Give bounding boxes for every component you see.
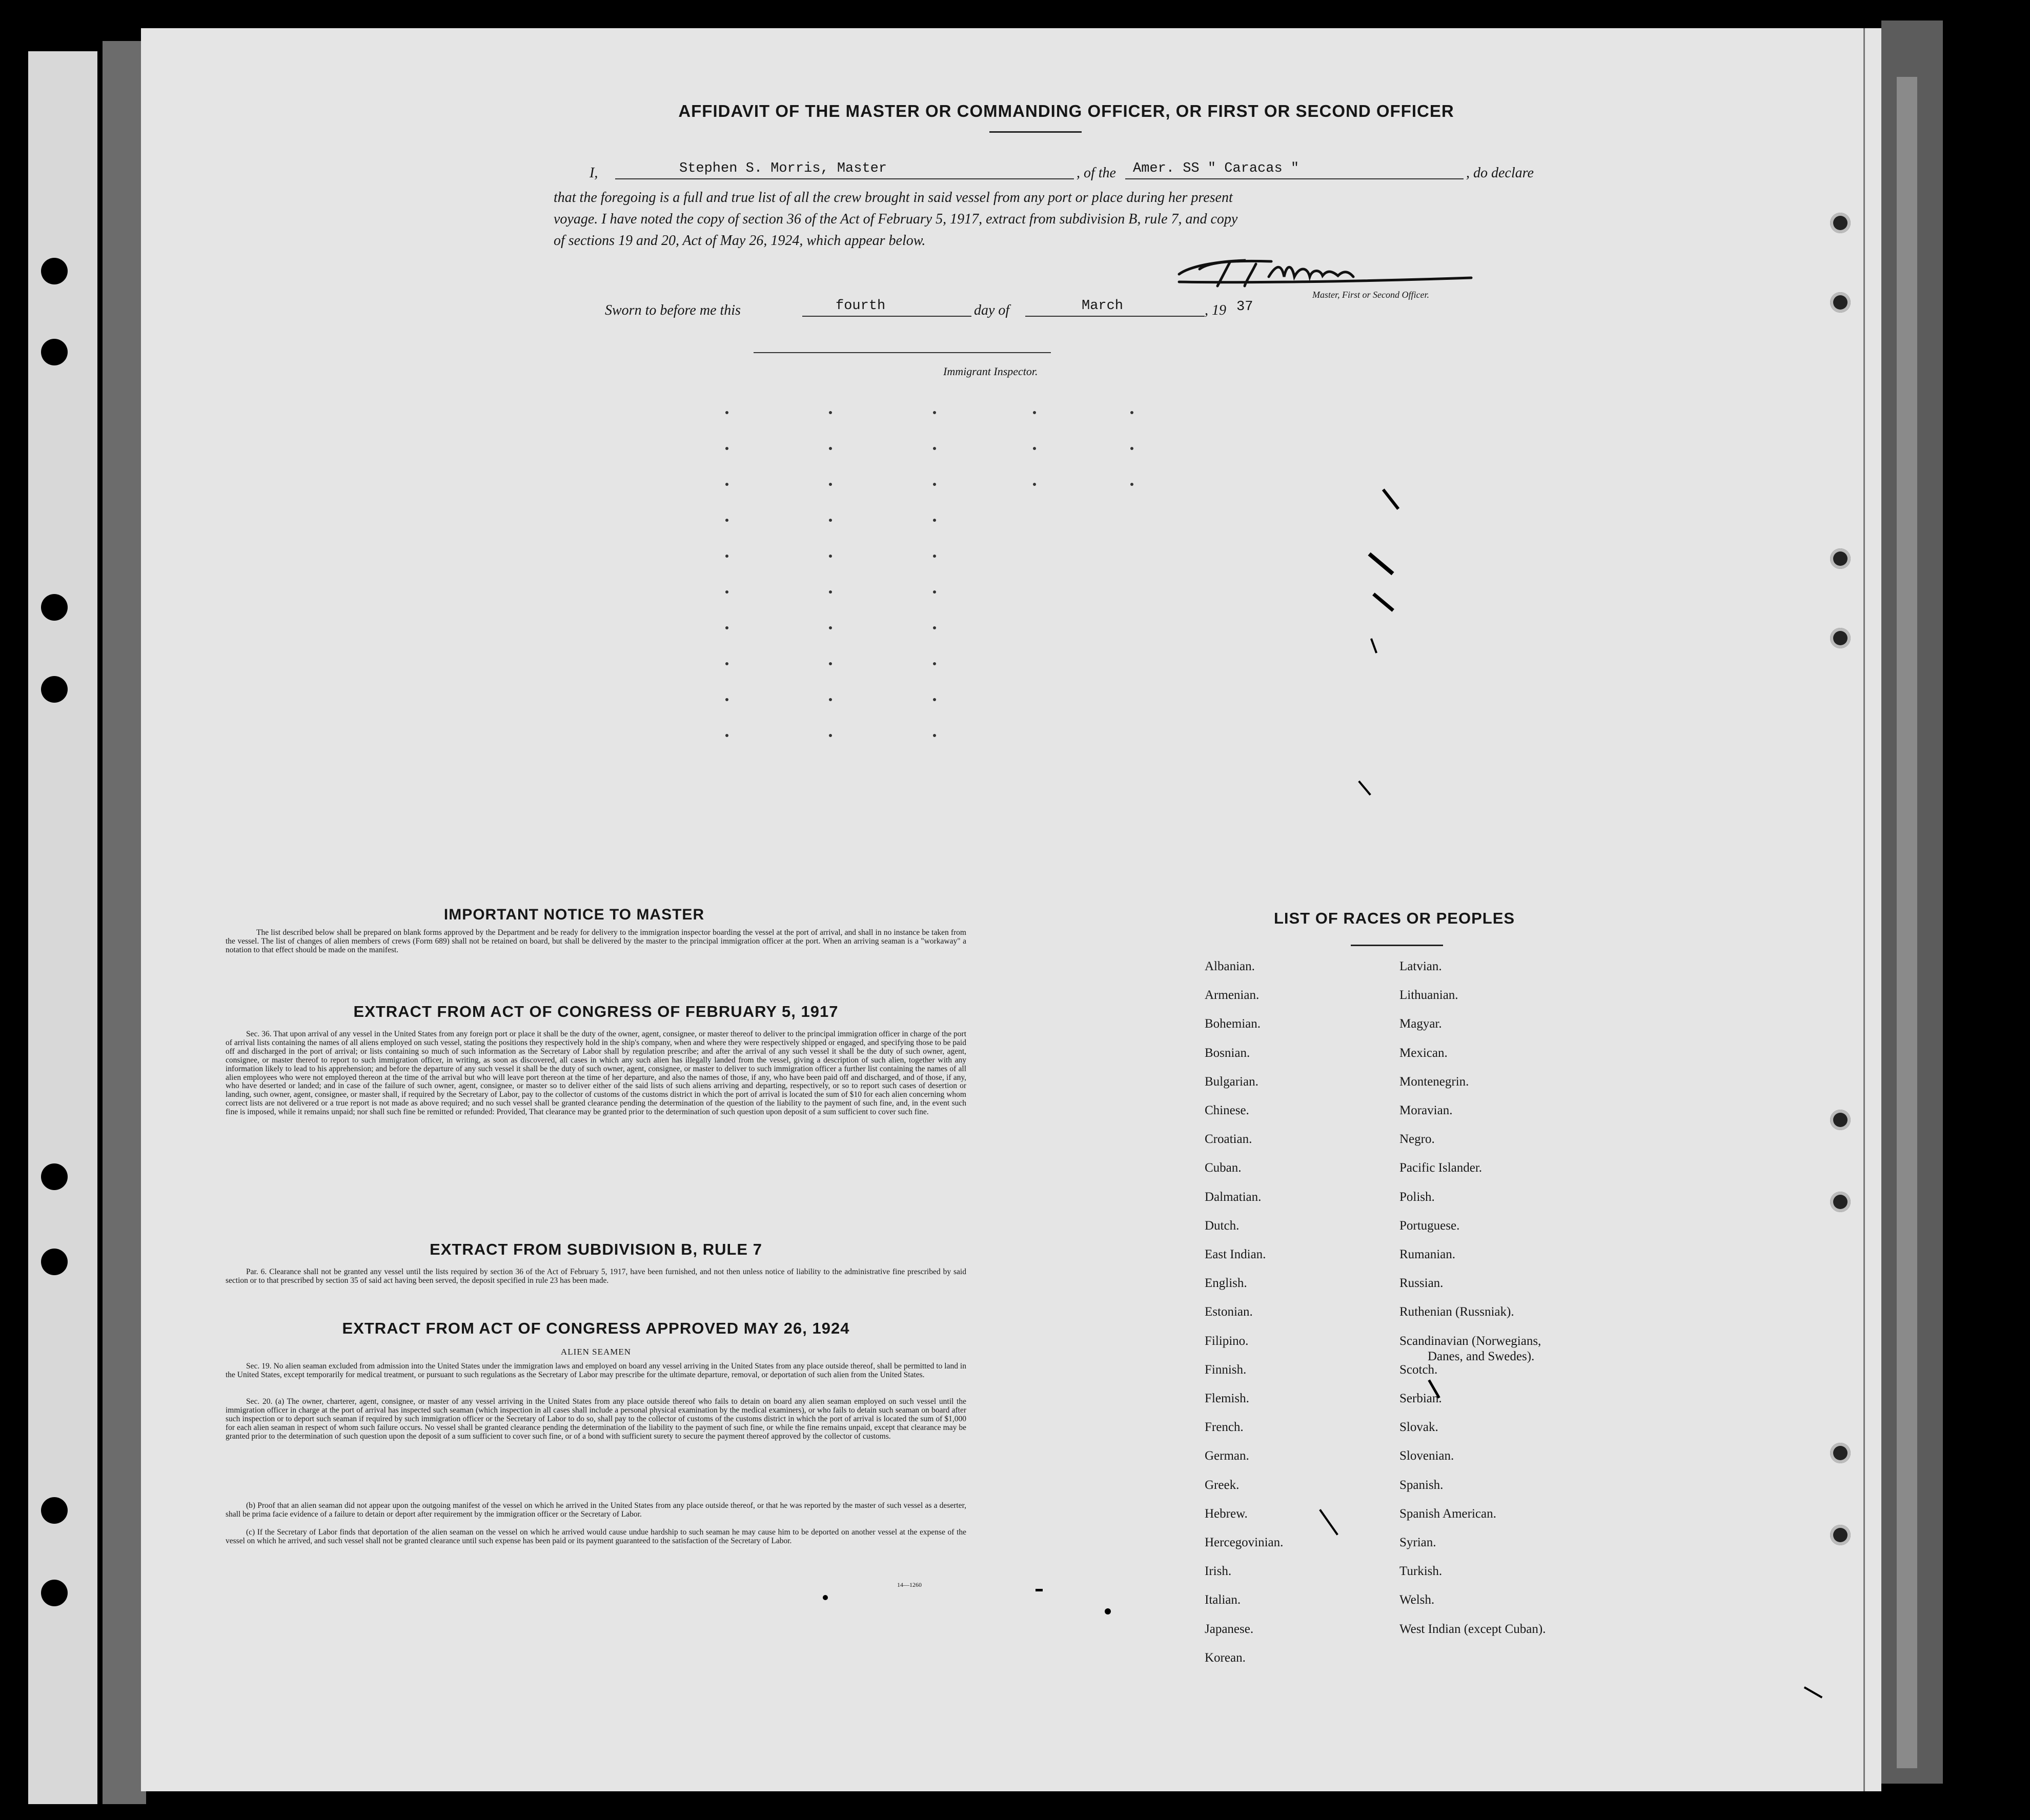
race-item: Filipino. bbox=[1205, 1334, 1249, 1348]
punch-hole bbox=[1830, 1443, 1851, 1463]
declaration-pronoun: I, bbox=[590, 165, 598, 181]
race-item: Slovenian. bbox=[1399, 1449, 1454, 1463]
faint-dot bbox=[933, 519, 936, 522]
faint-dot bbox=[933, 698, 936, 701]
race-item: Russian. bbox=[1399, 1276, 1444, 1291]
faint-dot bbox=[829, 590, 832, 594]
race-item: Polish. bbox=[1399, 1190, 1435, 1204]
faint-dot bbox=[933, 555, 936, 558]
binder-hole bbox=[41, 1580, 68, 1606]
vessel-name-value: Amer. SS " Caracas " bbox=[1133, 161, 1300, 176]
faint-dot bbox=[933, 590, 936, 594]
title-rule bbox=[989, 131, 1082, 133]
faint-dot bbox=[725, 734, 728, 737]
race-item: Latvian. bbox=[1399, 959, 1442, 973]
declaration-line-4: of sections 19 and 20, Act of May 26, 1924, which appear below. bbox=[554, 233, 926, 249]
faint-dot bbox=[933, 734, 936, 737]
binder-hole bbox=[41, 676, 68, 703]
race-item: Flemish. bbox=[1205, 1392, 1249, 1405]
race-item: Bosnian. bbox=[1205, 1046, 1250, 1060]
faint-dot bbox=[725, 483, 728, 486]
race-item: Japanese. bbox=[1205, 1622, 1254, 1636]
race-item: Serbian. bbox=[1399, 1392, 1442, 1405]
faint-dot bbox=[1033, 411, 1036, 414]
race-item: Dutch. bbox=[1205, 1218, 1240, 1233]
race-item: Rumanian. bbox=[1399, 1248, 1456, 1261]
ink-mark bbox=[823, 1595, 828, 1600]
race-item: Irish. bbox=[1205, 1564, 1232, 1579]
faint-dot bbox=[725, 555, 728, 558]
race-item: Chinese. bbox=[1205, 1103, 1249, 1117]
faint-dot bbox=[933, 447, 936, 450]
race-item: Montenegrin. bbox=[1399, 1074, 1469, 1089]
race-item: Lithuanian. bbox=[1399, 988, 1458, 1003]
affidavit-title: AFFIDAVIT OF THE MASTER OR COMMANDING OFFICER, OR FIRST OR SECOND OFFICER bbox=[678, 101, 1454, 120]
race-item: Korean. bbox=[1205, 1650, 1246, 1665]
faint-dot bbox=[1130, 483, 1133, 486]
binder-hole bbox=[41, 1163, 68, 1190]
race-item: Mexican. bbox=[1399, 1046, 1448, 1060]
race-item: Cuban. bbox=[1205, 1161, 1242, 1175]
punch-hole bbox=[1830, 628, 1851, 648]
master-name-value: Stephen S. Morris, Master bbox=[679, 161, 887, 176]
binder-hole bbox=[41, 1249, 68, 1275]
faint-dot bbox=[1130, 447, 1133, 450]
subdivision-b-body: Par. 6. Clearance shall not be granted any vessel until the lists required by section 36 of the Act of February 5, 1917, have been furnished, and not then unless notice of liability to the administrative fine prescribed by said section or to that prescribed by section 35 of said act having been served, the deposit specified in rule 23 has been made. bbox=[226, 1267, 966, 1285]
sworn-month-value: March bbox=[1082, 298, 1124, 314]
faint-dot bbox=[829, 447, 832, 450]
sworn-day-of: day of bbox=[974, 302, 1010, 318]
race-item: Danes, and Swedes). bbox=[1428, 1349, 1535, 1363]
declaration-declare: , do declare bbox=[1466, 165, 1534, 181]
race-item: Portuguese. bbox=[1399, 1218, 1460, 1233]
section-20b: (b) Proof that an alien seaman did not appear upon the outgoing manifest of the vessel on which he arrived in the United States from any place outside thereof, or that he was reported by the master of such vessel as a deserter, shall be prima facie evidence of a failure to detain or deport after requirement by the immigration officer or the Secretary of Labor. bbox=[226, 1501, 966, 1519]
faint-dot bbox=[829, 662, 832, 665]
punch-hole bbox=[1830, 213, 1851, 233]
race-item: Scotch. bbox=[1399, 1362, 1438, 1377]
page-fold-line bbox=[1863, 28, 1865, 1791]
punch-hole bbox=[1830, 1525, 1851, 1545]
race-item: English. bbox=[1205, 1276, 1247, 1291]
ink-mark bbox=[1105, 1608, 1111, 1614]
faint-dot bbox=[829, 698, 832, 701]
extract-1917-title: EXTRACT FROM ACT OF CONGRESS OF FEBRUARY 5, 1917 bbox=[353, 1003, 839, 1020]
race-item: Scandinavian (Norwegians, bbox=[1399, 1334, 1541, 1348]
right-page-edge-inner bbox=[1897, 77, 1917, 1768]
faint-dot bbox=[829, 626, 832, 629]
extract-1924-subtitle: ALIEN SEAMEN bbox=[560, 1347, 632, 1357]
faint-dot bbox=[725, 662, 728, 665]
master-signature bbox=[1169, 246, 1497, 292]
extract-1917-body: Sec. 36. That upon arrival of any vessel in the United States from any foreign port or place it shall be the duty of the owner, agent, consignee, or master thereof to deliver to the principal immigration officer in charge of the port of arrival lists containing the names of all aliens employed on such vessel, stating the positions they respectively hold in the ship's company, when and where they were respectively shipped or engaged, and specifying those to be paid off and discharged in the port of arrival; or lists containing so much of such information as the Secretary of Labor shall by regulation prescribe; and after the arrival of any such vessel it shall be the duty of such owner, agent, consignee, or master thereof to report to such immigration officer, in writing, as soon as discovered, all cases in which any such alien has illegally landed from the vessel, giving a description of such alien, together with any information likely to lead to his apprehension; and before the departure of any such vessel it shall be the duty of such owner, agent, consignee, or master to deliver to such immigration officer a further list containing the names of all alien employees who were not employed thereon at the time of the arrival but who will leave port thereon at the time of her departure, and also the names of those, if any, who have been paid off and discharged, and of those, if any, who have deserted or landed; and in case of the failure of such owner, agent, consignee, or master so to deliver either of the said lists of such aliens arriving and departing, respectively, or so to report such cases of desertion or landing, such owner, agent, consignee, or master shall, if required by the Secretary of Labor, pay to the collector of customs of the customs district in which the port of arrival is located the sum of $10 for each alien concerning whom correct lists are not delivered or a true report is not made as above required; and no such vessel shall be granted clearance pending the determination of the question of the liability to the payment of such fine, and, in the event such fine is imposed, while it remains unpaid; nor shall such fine be remitted or refunded: Provided, That clearance may be granted prior to the determination of such question upon deposit of a sum sufficient to cover such fine. bbox=[226, 1030, 966, 1117]
faint-dot bbox=[1033, 447, 1036, 450]
faint-dot bbox=[829, 555, 832, 558]
faint-dot bbox=[933, 483, 936, 486]
race-item: Hebrew. bbox=[1205, 1506, 1248, 1521]
binder-hole bbox=[41, 1497, 68, 1524]
race-item: Finnish. bbox=[1205, 1362, 1247, 1377]
signature-caption: Master, First or Second Officer. bbox=[1312, 290, 1429, 300]
race-item: Pacific Islander. bbox=[1399, 1161, 1483, 1175]
race-item: Spanish. bbox=[1399, 1478, 1444, 1492]
faint-dot bbox=[933, 662, 936, 665]
form-number: 14—1260 bbox=[897, 1581, 922, 1588]
extract-1924-title: EXTRACT FROM ACT OF CONGRESS APPROVED MAY 26, 1924 bbox=[342, 1319, 850, 1337]
sworn-month-underline bbox=[1025, 316, 1205, 317]
master-name-underline bbox=[615, 178, 1074, 179]
sworn-year-prefix: , 19 bbox=[1205, 302, 1226, 318]
left-page-shadow bbox=[103, 41, 146, 1804]
race-item: Estonian. bbox=[1205, 1305, 1253, 1319]
faint-dot bbox=[1130, 411, 1133, 414]
sworn-day-value: fourth bbox=[836, 298, 886, 314]
race-item: Albanian. bbox=[1205, 959, 1255, 973]
race-item: West Indian (except Cuban). bbox=[1399, 1622, 1546, 1636]
subdivision-b-title: EXTRACT FROM SUBDIVISION B, RULE 7 bbox=[430, 1240, 762, 1258]
punch-hole bbox=[1830, 292, 1851, 313]
race-item: German. bbox=[1205, 1449, 1249, 1463]
race-item: Magyar. bbox=[1399, 1017, 1442, 1031]
faint-dot bbox=[933, 411, 936, 414]
race-item: Italian. bbox=[1205, 1593, 1241, 1607]
faint-dot bbox=[725, 411, 728, 414]
faint-dot bbox=[933, 626, 936, 629]
notice-body: The list described below shall be prepared on blank forms approved by the Department and be ready for delivery to the immigration inspector boarding the vessel at the port of arrival, and shall in no instance be taken from the vessel. The list of changes of alien members of crews (Form 689) shall not be retained on board, but shall be delivered by the master to the principal immigration officer at the port. When an arriving seaman is a "workaway" a notation to that effect should be made on the manifest. bbox=[226, 928, 966, 954]
binder-hole bbox=[41, 594, 68, 621]
races-title: LIST OF RACES OR PEOPLES bbox=[1273, 909, 1515, 927]
ink-mark bbox=[1036, 1589, 1043, 1591]
faint-dot bbox=[725, 447, 728, 450]
faint-dot bbox=[829, 483, 832, 486]
faint-dot bbox=[725, 519, 728, 522]
race-item: Croatian. bbox=[1205, 1132, 1252, 1147]
race-item: Welsh. bbox=[1399, 1593, 1435, 1607]
race-item: Turkish. bbox=[1399, 1564, 1443, 1579]
race-item: Slovak. bbox=[1399, 1420, 1438, 1435]
race-item: Bulgarian. bbox=[1205, 1074, 1258, 1089]
race-item: Syrian. bbox=[1399, 1536, 1436, 1549]
race-item: Greek. bbox=[1205, 1478, 1240, 1492]
race-item: Negro. bbox=[1399, 1132, 1435, 1147]
faint-dot bbox=[725, 698, 728, 701]
faint-dot bbox=[829, 411, 832, 414]
section-20a: Sec. 20. (a) The owner, charterer, agent, consignee, or master of any vessel arriving in the United States from any place outside thereof who fails to detain on board any alien seaman employed on such vessel until the immigration officer in charge at the port of arrival has inspected such seaman (which inspection in all cases shall include a personal physical examination by the medical examiners), or who fails to detain such seaman on board after such inspection or to deport such seaman if required by such immigration officer or the Secretary of Labor to do so, shall pay to the collector of customs of the customs district in which the port of arrival is located the sum of $1,000 for each alien seaman in respect of whom such failure occurs. No vessel shall be granted clearance pending the determination of the liability to the payment of such fine, or while the fine remains unpaid, except that clearance may be granted prior to the determination of such question upon the deposit of a sum sufficient to cover such fine, or of a bond with sufficient surety to secure the payment thereof approved by the collector of customs. bbox=[226, 1397, 966, 1441]
declaration-line-2: that the foregoing is a full and true list of all the crew brought in said vessel from any port or place during her present bbox=[554, 190, 1233, 206]
race-item: Bohemian. bbox=[1205, 1017, 1261, 1031]
inspector-signature-line bbox=[754, 352, 1051, 353]
vessel-underline bbox=[1125, 178, 1464, 179]
race-item: Hercegovinian. bbox=[1205, 1536, 1284, 1549]
sworn-day-underline bbox=[802, 316, 971, 317]
left-page-edge bbox=[28, 51, 97, 1804]
sworn-label: Sworn to before me this bbox=[605, 302, 741, 318]
race-item: French. bbox=[1205, 1420, 1244, 1435]
punch-hole bbox=[1830, 1192, 1851, 1212]
faint-dot bbox=[1033, 483, 1036, 486]
inspector-label: Immigrant Inspector. bbox=[943, 365, 1038, 378]
binder-hole bbox=[41, 339, 68, 365]
race-item: Armenian. bbox=[1205, 988, 1260, 1003]
notice-title: IMPORTANT NOTICE TO MASTER bbox=[443, 906, 705, 923]
declaration-line-3: voyage. I have noted the copy of section 36 of the Act of February 5, 1917, extract from subdivision B, rule 7, and copy bbox=[554, 211, 1238, 227]
faint-dot bbox=[725, 626, 728, 629]
declaration-of: , of the bbox=[1077, 165, 1116, 181]
faint-dot bbox=[829, 519, 832, 522]
race-item: Moravian. bbox=[1399, 1103, 1453, 1117]
punch-hole bbox=[1830, 548, 1851, 569]
faint-dot bbox=[725, 590, 728, 594]
race-item: Spanish American. bbox=[1399, 1506, 1496, 1521]
races-title-rule bbox=[1351, 945, 1443, 946]
binder-hole bbox=[41, 258, 68, 284]
section-19: Sec. 19. No alien seaman excluded from admission into the United States under the immigration laws and employed on board any vessel arriving in the United States from any place outside thereof, shall be permitted to land in the United States, except temporarily for medical treatment, or pursuant to such regulations as the Secretary of Labor may prescribe for the ultimate departure, removal, or deportation of such alien from the United States. bbox=[226, 1362, 966, 1379]
sworn-year-value: 37 bbox=[1236, 299, 1253, 315]
race-item: Dalmatian. bbox=[1205, 1190, 1262, 1204]
section-20c: (c) If the Secretary of Labor finds that deportation of the alien seaman on the vessel on which he arrived would cause undue hardship to such seaman he may cause him to be deported on another vessel at the expense of the vessel on which he arrived, and such vessel shall not be granted clearance until such expense has been paid or its payment guaranteed to the satisfaction of the Secretary of Labor. bbox=[226, 1528, 966, 1545]
race-item: East Indian. bbox=[1205, 1248, 1266, 1261]
punch-hole bbox=[1830, 1110, 1851, 1130]
faint-dot bbox=[829, 734, 832, 737]
race-item: Ruthenian (Russniak). bbox=[1399, 1305, 1514, 1319]
